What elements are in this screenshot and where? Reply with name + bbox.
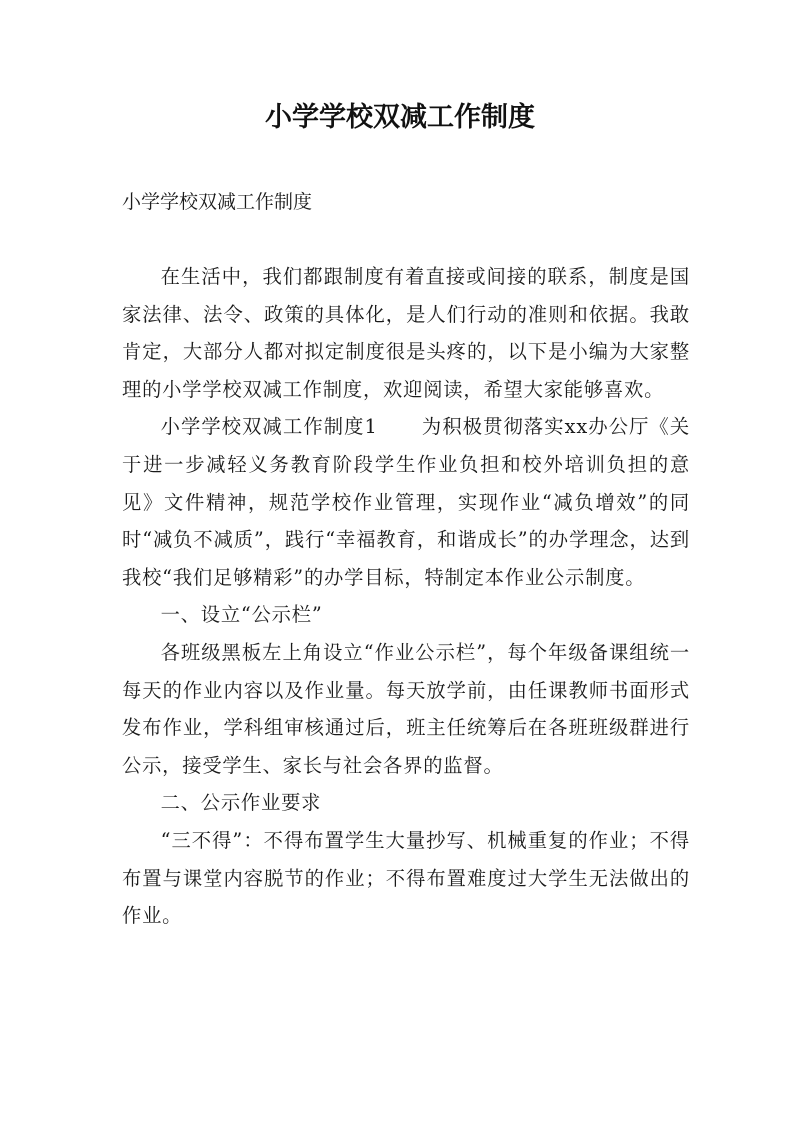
item-1-paragraph: 各班级黑板左上角设立“作业公示栏”，每个年级备课组统一每天的作业内容以及作业量。每天放学前，由任课教师书面形式发布作业，学科组审核通过后，班主任统筹后在各班班级群进行公示，接受学生、家长与社会各界的监督。 xyxy=(122,640,690,777)
item-1-heading: 一、设立“公示栏” xyxy=(160,603,323,627)
item-2-paragraph: “三不得”：不得布置学生大量抄写、机械重复的作业；不得布置与课堂内容脱节的作业；不得布置难度过大学生无法做出的作业。 xyxy=(122,828,690,928)
document-subtitle: 小学学校双减工作制度 xyxy=(122,191,313,213)
section-1-text: 为积极贯彻落实xx办公厅《关于进一步减轻义务教育阶段学生作业负担和校外培训负担的意见》文件精神，规范学校作业管理，实现作业“减负增效”的同时“减负不减质”，践行“幸福教育，和谐成长”的办学理念，达到我校“我们足够精彩”的办学目标，特制定本作业公示制度。 xyxy=(122,415,690,589)
section-1-paragraph xyxy=(122,408,690,596)
document-title: 小学学校双减工作制度 xyxy=(265,102,535,133)
item-2-heading: 二、公示作业要求 xyxy=(160,791,322,815)
document-body xyxy=(122,258,690,935)
section-1-heading: 小学学校双减工作制度1 xyxy=(160,415,378,439)
intro-paragraph: 在生活中，我们都跟制度有着直接或间接的联系，制度是国家法律、法令、政策的具体化，是人们行动的准则和依据。我敢肯定，大部分人都对拟定制度很是头疼的，以下是小编为大家整理的小学学校双减工作制度，欢迎阅读，希望大家能够喜欢。 xyxy=(122,265,690,401)
